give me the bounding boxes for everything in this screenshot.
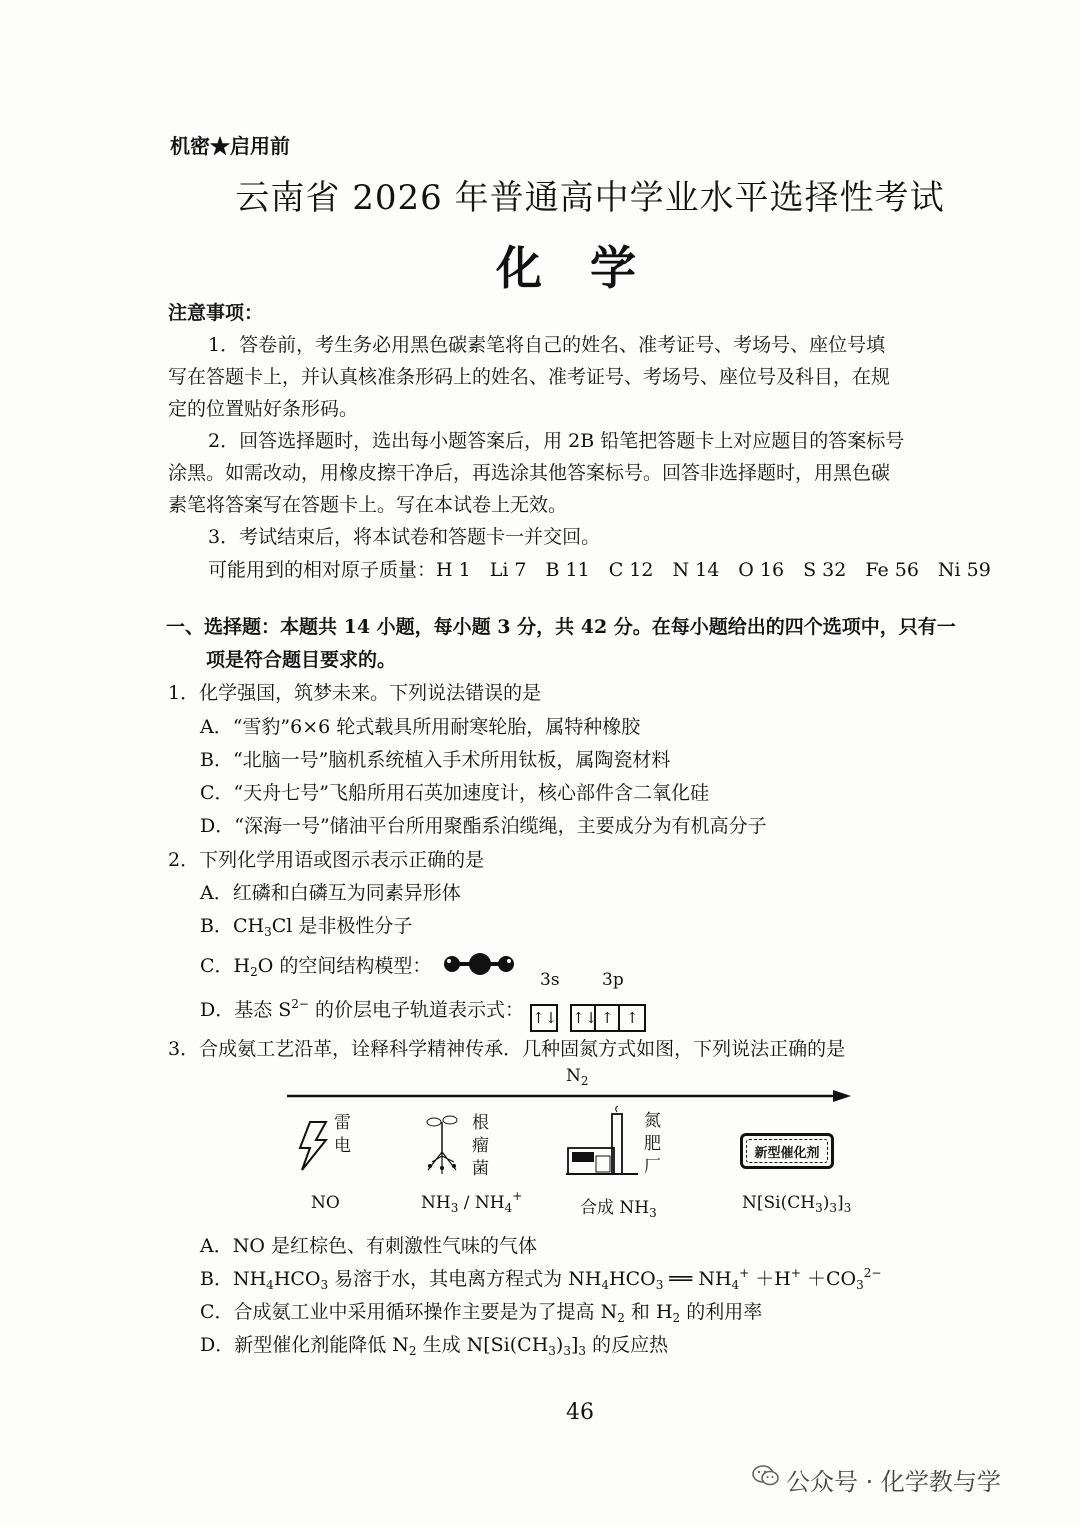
product-no: NO — [311, 1193, 340, 1213]
nitrogen-arrow — [285, 1088, 855, 1104]
product-ammonia-ammonium: $NH_3 / NH_4^+$ — [421, 1189, 523, 1215]
q3-option-b: B．$NH_4HCO_3$ 易溶于水，其电离方程式为 $NH_4HCO_3$ ══ $NH_4^+ +H^+ +CO_3^{2-}$ — [200, 1266, 882, 1292]
product-synthetic-ammonia: 合成 $NH_3$ — [580, 1198, 657, 1220]
orbital-3p-box — [570, 1004, 646, 1032]
q3-option-d: D．新型催化剂能降低 $N_2$ 生成 $N[Si(CH_3)_3]_3$ 的反应热 — [200, 1334, 669, 1358]
q1-option-c: C．“天舟七号”飞船所用石英加速度计，核心部件含二氧化硅 — [200, 782, 709, 804]
fertilizer-factory-icon — [566, 1104, 640, 1178]
product-silylamine: $N[Si(CH_3)_3]_3$ — [742, 1193, 852, 1215]
lightning-icon — [296, 1120, 330, 1172]
question-1-stem: 1．化学强国，筑梦未来。下列说法错误的是 — [168, 682, 542, 704]
water-molecule-model — [440, 950, 520, 978]
wechat-icon — [752, 1464, 780, 1488]
orbital-cell: ↑↓ — [532, 1009, 558, 1027]
notice-line: 素笔将答案写在答题卡上。写在本试卷上无效。 — [168, 494, 568, 516]
orbital-cell: ↑↓ — [572, 1006, 596, 1030]
page-number: 46 — [566, 1400, 594, 1425]
footer-watermark: 公众号 · 化学教与学 — [786, 1468, 1001, 1496]
section-heading-cont: 项是符合题目要求的。 — [206, 649, 397, 671]
atomic-masses: 可能用到的相对原子质量：H 1 Li 7 B 11 C 12 N 14 O 16 S 32 Fe 56 Ni 59 — [208, 559, 991, 581]
factory-label: 氮肥厂 — [644, 1111, 661, 1177]
q1-option-b: B．“北脑一号”脑机系统植入手术所用钛板，属陶瓷材料 — [200, 749, 671, 771]
orbital-3s-box — [530, 1004, 558, 1032]
notice-line: 3．考试结束后，将本试卷和答题卡一并交回。 — [208, 526, 601, 548]
arrow-label-n2: $N_2$ — [566, 1066, 589, 1088]
notice-heading: 注意事项： — [168, 302, 264, 324]
q1-option-d: D．“深海一号”储油平台所用聚酯系泊缆绳，主要成分为有机高分子 — [200, 815, 767, 837]
orbital-label-3s: 3s — [540, 970, 560, 990]
question-2-stem: 2．下列化学用语或图示表示正确的是 — [168, 849, 485, 871]
q2-option-a: A．红磷和白磷互为同素异形体 — [200, 882, 461, 904]
root-nodule-plant-icon — [420, 1112, 464, 1176]
bacteria-label: 根瘤菌 — [472, 1113, 489, 1179]
exam-title: 云南省 2026 年普通高中学业水平选择性考试 — [235, 178, 945, 218]
q2-option-c: C．$H_2O$ 的空间结构模型： — [200, 955, 432, 979]
notice-line: 2．回答选择题时，选出每小题答案后，用 2B 铅笔把答题卡上对应题目的答案标号 — [208, 430, 905, 452]
orbital-label-3p: 3p — [602, 970, 624, 990]
question-3-stem: 3．合成氨工艺沿革，诠释科学精神传承．几种固氮方式如图，下列说法正确的是 — [168, 1038, 846, 1060]
notice-line: 写在答题卡上，并认真核准条形码上的姓名、准考证号、考场号、座位号及科目，在规 — [168, 366, 891, 388]
notice-line: 1．答卷前，考生务必用黑色碳素笔将自己的姓名、准考证号、考场号、座位号填 — [208, 334, 886, 356]
q2-option-d: D．基态 $S^{2-}$ 的价层电子轨道表示式： ↑↓ ↑↓ ↑ ↑ — [200, 995, 646, 1032]
notice-line: 定的位置贴好条形码。 — [168, 398, 359, 420]
lightning-label: 雷电 — [334, 1113, 351, 1156]
catalyst-label: 新型催化剂 — [754, 1146, 820, 1161]
orbital-cell: ↑ — [596, 1006, 620, 1030]
confidential-label: 机密★启用前 — [170, 134, 290, 158]
q3-option-c: C．合成氨工业中采用循环操作主要是为了提高 $N_2$ 和 $H_2$ 的利用率 — [200, 1301, 763, 1325]
q2-option-b: B．$CH_3Cl$ 是非极性分子 — [200, 915, 413, 939]
q1-option-a: A．“雪豹”6×6 轮式载具所用耐寒轮胎，属特种橡胶 — [200, 716, 641, 738]
catalyst-box — [740, 1133, 834, 1169]
q3-option-a: A．NO 是红棕色、有刺激性气味的气体 — [200, 1235, 537, 1257]
notice-line: 涂黑。如需改动，用橡皮擦干净后，再选涂其他答案标号。回答非选择题时，用黑色碳 — [168, 462, 891, 484]
subject-title: 化学 — [496, 241, 684, 295]
orbital-cell: ↑ — [625, 1009, 639, 1027]
section-heading: 一、选择题：本题共 14 小题，每小题 3 分，共 42 分。在每小题给出的四个选项中，只有一 — [166, 616, 956, 638]
